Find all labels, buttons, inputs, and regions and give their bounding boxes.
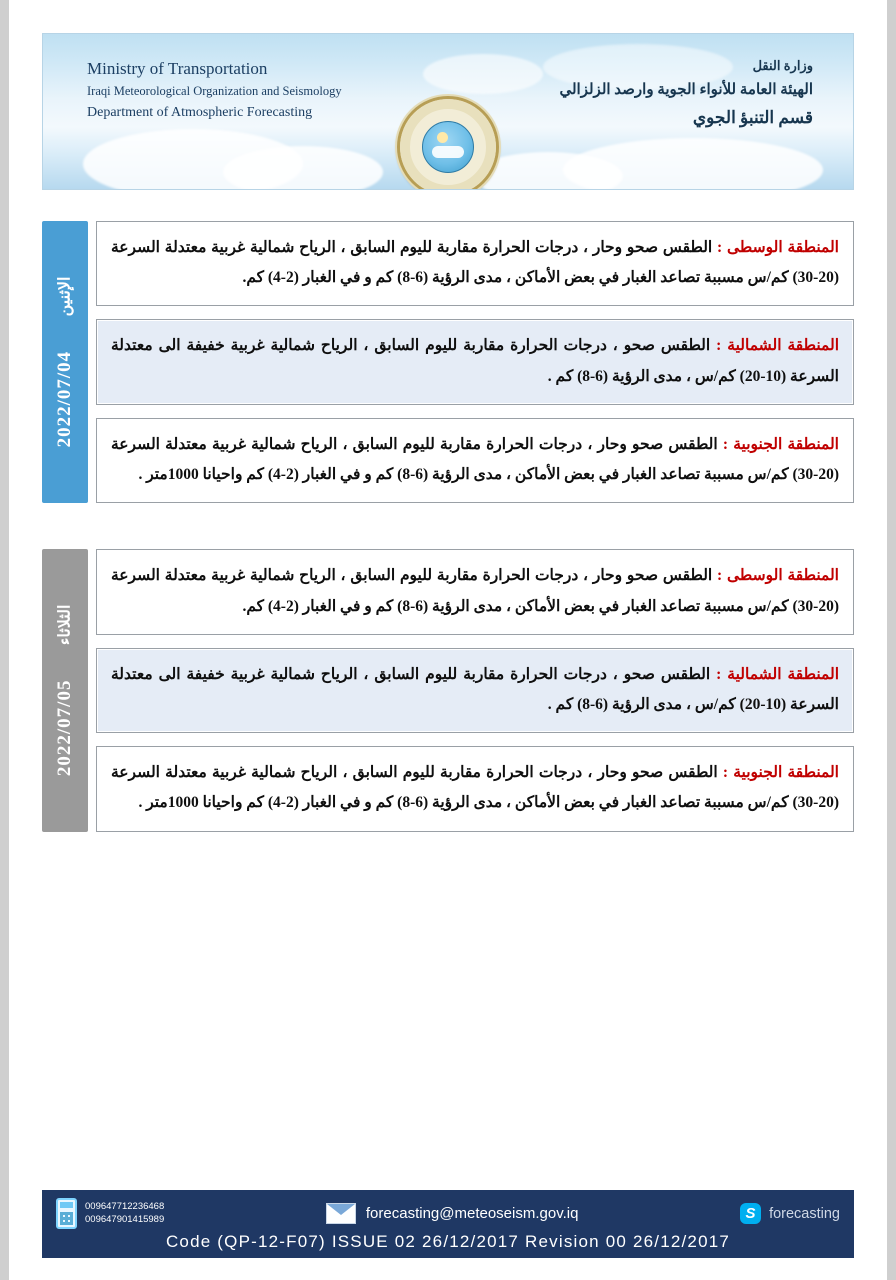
phone-number-2: 009647901415989: [85, 1213, 165, 1225]
region-label: المنطقة الجنوبية: [733, 435, 839, 453]
organization-name-en: Iraqi Meteorological Organization and Seismology: [87, 84, 342, 99]
contact-phone: [56, 1198, 164, 1229]
day-date-bar: [42, 221, 88, 503]
label-colon: :: [722, 764, 729, 782]
region-forecast-text: الطقس صحو وحار ، درجات الحرارة مقاربة لليوم السابق ، الرياح شمالية غربية معتدلة السرعة (20-30) كم/س مسببة تصاعد الغبار في بعض الأماكن ، مدى الرؤية (6-8) كم و في الغبار (2-4) كم.: [111, 567, 839, 615]
label-colon: :: [716, 337, 722, 355]
region-card-northern: [96, 319, 854, 404]
day-date-bar: [42, 549, 88, 831]
document-footer: [42, 1190, 854, 1258]
region-card-central: [96, 221, 854, 306]
label-colon: :: [717, 239, 723, 256]
forecast-day-block: [42, 549, 854, 831]
region-card-southern: [96, 418, 854, 503]
cloud-decoration: [223, 146, 383, 190]
department-name-ar: قسم التنبؤ الجوي: [692, 108, 813, 127]
region-forecast-text: الطقس صحو ، درجات الحرارة مقاربة لليوم السابق ، الرياح شمالية غربية خفيفة الى معتدلة السرعة (10-20) كم/س ، مدى الرؤية (6-8) كم .: [111, 665, 839, 713]
department-name-en: Department of Atmospheric Forecasting: [87, 104, 313, 120]
cloud-decoration: [423, 54, 543, 94]
envelope-icon: [326, 1203, 356, 1224]
region-label: المنطقة الشمالية: [727, 337, 840, 355]
region-card-southern: [96, 746, 854, 831]
ministry-name-ar: وزارة النقل: [752, 58, 813, 73]
region-label: المنطقة الوسطى: [727, 567, 839, 585]
region-card-central: [96, 549, 854, 634]
day-name: الثلاثاء: [56, 604, 74, 646]
label-colon: :: [717, 567, 723, 585]
skype-handle[interactable]: forecasting: [769, 1205, 840, 1222]
header-arabic-titles: [559, 58, 813, 128]
region-forecast-text: الطقس صحو وحار ، درجات الحرارة مقاربة لليوم السابق ، الرياح شمالية غربية معتدلة السرعة (20-30) كم/س مسببة تصاعد الغبار في بعض الأماكن ، مدى الرؤية (6-8) كم و في الغبار (2-4) كم.: [111, 239, 839, 287]
organization-seal-icon: [397, 96, 499, 190]
region-label: المنطقة الجنوبية: [733, 764, 839, 782]
region-forecast-text: الطقس صحو ، درجات الحرارة مقاربة لليوم السابق ، الرياح شمالية غربية خفيفة الى معتدلة السرعة (10-20) كم/س ، مدى الرؤية (6-8) كم .: [111, 337, 839, 385]
contact-skype[interactable]: [740, 1203, 840, 1224]
document-code-line: Code (QP-12-F07) ISSUE 02 26/12/2017 Revision 00 26/12/2017: [165, 1232, 731, 1251]
region-label: المنطقة الشمالية: [727, 665, 840, 683]
skype-icon: S: [740, 1203, 761, 1224]
region-list: [96, 221, 854, 503]
email-address[interactable]: forecasting@meteoseism.gov.iq: [365, 1205, 579, 1222]
label-colon: :: [722, 435, 729, 453]
label-colon: :: [716, 665, 722, 683]
region-card-northern: [96, 648, 854, 733]
day-date: 2022/07/05: [54, 679, 75, 777]
header-banner: [42, 33, 854, 190]
ministry-name-en: Ministry of Transportation: [87, 59, 268, 78]
seal-weather-glyph: [422, 121, 474, 173]
phone-number-1: 009647712236468: [85, 1200, 165, 1212]
day-date: 2022/07/04: [54, 350, 75, 448]
region-forecast-text: الطقس صحو وحار ، درجات الحرارة مقاربة لليوم السابق ، الرياح شمالية غربية معتدلة السرعة (20-30) كم/س مسببة تصاعد الغبار في بعض الأماكن ، مدى الرؤية (6-8) كم و في الغبار (2-4) كم واحيانا 1000متر .: [111, 764, 839, 812]
region-forecast-text: الطقس صحو وحار ، درجات الحرارة مقاربة لليوم السابق ، الرياح شمالية غربية معتدلة السرعة (20-30) كم/س مسببة تصاعد الغبار في بعض الأماكن ، مدى الرؤية (6-8) كم و في الغبار (2-4) كم واحيانا 1000متر .: [111, 435, 839, 484]
region-list: [96, 549, 854, 831]
header-english-titles: [87, 56, 342, 123]
organization-name-ar: الهيئة العامة للأنواء الجوية وارصد الزلزالي: [559, 82, 813, 98]
contact-email[interactable]: [326, 1203, 579, 1224]
day-name: الإثنين: [56, 276, 74, 317]
forecast-day-block: [42, 221, 854, 503]
mobile-phone-icon: [56, 1198, 77, 1229]
region-label: المنطقة الوسطى: [727, 239, 839, 256]
